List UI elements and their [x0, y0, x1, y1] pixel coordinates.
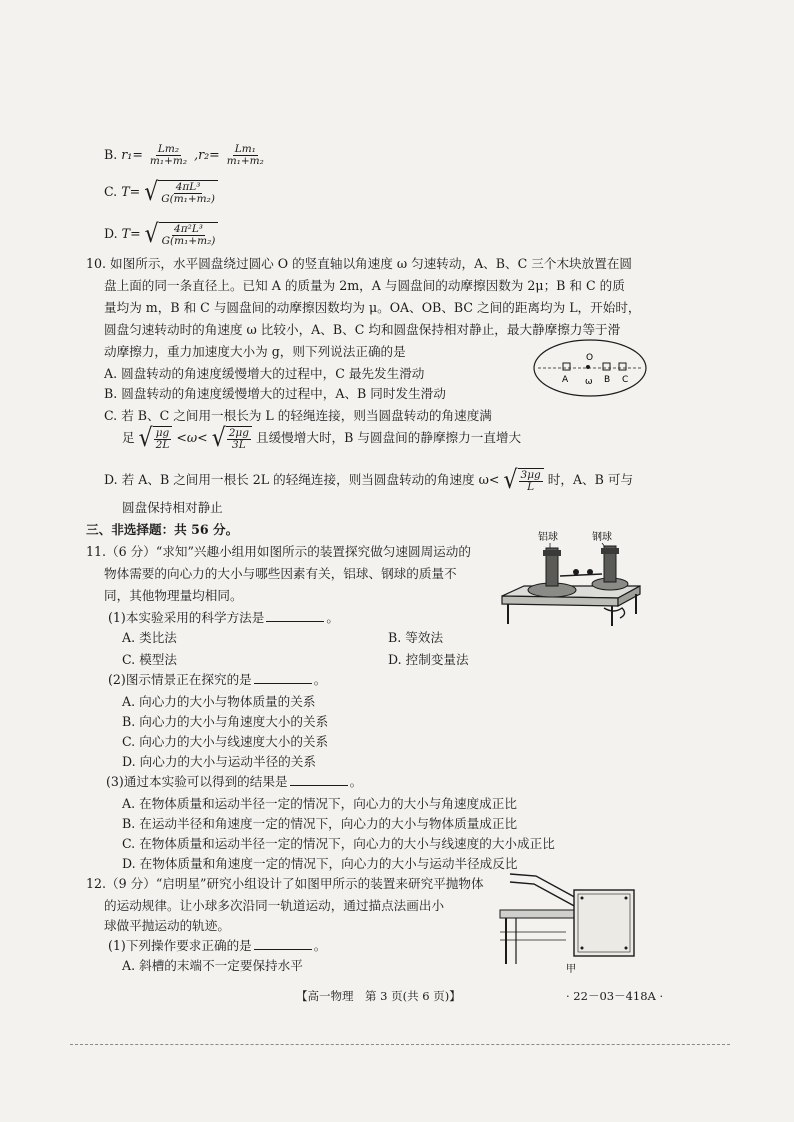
projectile-figure: [496, 866, 642, 974]
q12-line: 球做平抛运动的轨迹。: [104, 918, 230, 933]
q10-option-b: B. 圆盘转动的角速度缓慢增大的过程中，A、B 同时发生滑动: [104, 386, 446, 401]
center-point: [586, 365, 590, 369]
q11-sub3-option-d: D. 在物体质量和角速度一定的情况下，向心力的大小与运动半径成反比: [122, 856, 518, 871]
text-fragment: 时，A、B 可与: [547, 472, 634, 487]
q10-option-d: [104, 465, 634, 495]
q10-option-c: C. 若 B、C 之间用一根长为 L 的轻绳连接，则当圆盘转动的角速度满: [104, 408, 492, 423]
q10-line: 动摩擦力，重力加速度大小为 g，则下列说法正确的是: [104, 344, 406, 359]
q11-sub2: [108, 672, 326, 688]
q11-sub1-option-d: D. 控制变量法: [388, 652, 469, 667]
q11-sub1-option-b: B. 等效法: [388, 630, 444, 645]
text-fragment: 。: [326, 610, 339, 625]
text-fragment: 。: [313, 938, 327, 953]
q11-line: 11.（6 分）“求知”兴趣小组用如图所示的装置探究做匀速圆周运动的: [86, 544, 471, 559]
r2-fraction: [225, 144, 266, 167]
option-label: D.: [104, 226, 118, 241]
disc-figure: [530, 334, 650, 400]
q10-line: 10. 如图所示，水平圆盘绕过圆心 O 的竖直轴以角速度 ω 匀速转动，A、B、C 三个木块放置在圆: [86, 256, 633, 271]
block-b: [603, 363, 610, 370]
label-omega: ω: [585, 377, 593, 387]
q10-option-a: A. 圆盘转动的角速度缓慢增大的过程中，C 最先发生滑动: [104, 366, 425, 381]
q11-sub3-option-b: B. 在运动半径和角速度一定的情况下，向心力的大小与物体质量成正比: [122, 816, 518, 831]
text-fragment: 。: [313, 672, 327, 687]
fraction: [227, 428, 251, 451]
label-steel-ball: 钢球: [592, 532, 612, 543]
fraction-denominator: L: [527, 481, 535, 493]
option-label: B.: [104, 147, 118, 162]
q12-line: 12.（9 分）“启明星”研究小组设计了如图甲所示的装置来研究平抛物体: [86, 876, 484, 891]
t-lhs: T=: [121, 184, 141, 199]
q11-sub3-option-c: C. 在物体质量和运动半径一定的情况下，向心力的大小与线速度的大小成正比: [122, 836, 555, 851]
t-fraction: [160, 224, 218, 247]
q12-line: 的运动规律。让小球多次沿同一轨道运动，通过描点法画出小: [104, 898, 445, 913]
fraction-numerator: 3μg: [520, 469, 541, 481]
option-b: [104, 144, 267, 167]
q10-option-c-cont: [122, 423, 522, 453]
fraction-denominator: 2L: [155, 439, 170, 451]
sqrt-expression: [144, 177, 218, 207]
answer-blank[interactable]: [266, 611, 324, 622]
q11-line: 同，其他物理量均相同。: [104, 588, 243, 603]
crank-handle: [604, 608, 625, 618]
bottom-rule: [70, 1044, 730, 1045]
section-title: 三、非选择题：共 56 分。: [86, 522, 239, 537]
label-a: A: [562, 375, 569, 385]
fraction-denominator: G(m₁+m₂): [161, 235, 216, 247]
fraction-denominator: 3L: [232, 439, 246, 451]
sqrt-icon: √: [503, 465, 518, 495]
option-label: C.: [104, 184, 118, 199]
apparatus-figure: [494, 528, 644, 634]
fraction-numerator: Lm₁: [234, 143, 256, 155]
q11-sub3-option-a: A. 在物体质量和运动半径一定的情况下，向心力的大小与角速度成正比: [122, 796, 517, 811]
q11-sub1-option-a: A. 类比法: [122, 630, 177, 645]
exam-code: · 22－03－418A ·: [566, 989, 664, 1003]
q11-sub1-option-c: C. 模型法: [122, 652, 177, 667]
sqrt-expression: [503, 465, 543, 495]
q11-sub3: [106, 774, 362, 790]
r1-fraction: [148, 144, 189, 167]
answer-blank[interactable]: [290, 775, 348, 786]
q10-line: 盘上面的同一条直径上。已知 A 的质量为 2m，A 与圆盘间的动摩擦因数为 2μ；B 和 C 的质: [104, 278, 625, 293]
text-fragment: (1)本实验采用的科学方法是: [108, 610, 265, 625]
t-lhs: T=: [121, 226, 141, 241]
fraction: [154, 428, 172, 451]
sqrt-icon: √: [144, 177, 159, 207]
sqrt-expression: [211, 423, 252, 453]
sqrt-icon: √: [144, 219, 159, 249]
sqrt-icon: √: [138, 423, 153, 453]
q11-sub1: [108, 610, 339, 626]
label-o: O: [586, 353, 594, 363]
fraction-denominator: m₁+m₂: [226, 155, 264, 167]
t-fraction: [159, 182, 217, 205]
q12-sub1: [108, 938, 326, 954]
sqrt-expression: [144, 219, 219, 249]
coordinate-board: [574, 890, 634, 956]
page-footer: 【高一物理 第 3 页(共 6 页)】: [296, 989, 461, 1003]
q11-sub2-option-a: A. 向心力的大小与物体质量的关系: [122, 694, 316, 709]
fraction-numerator: Lm₂: [157, 143, 180, 155]
sqrt-expression: [138, 423, 173, 453]
fraction-denominator: G(m₁+m₂): [161, 193, 215, 205]
label-c: C: [622, 375, 629, 385]
text-fragment: (2)图示情景正在探究的是: [108, 672, 252, 687]
text-fragment: (3)通过本实验可以得到的结果是: [106, 774, 288, 789]
answer-blank[interactable]: [254, 939, 312, 950]
q10-line: 圆盘匀速转动时的角速度 ω 比较小，A、B、C 均和圆盘保持相对静止，最大静摩擦力等于滑: [104, 322, 621, 337]
fraction-denominator: m₁+m₂: [149, 155, 188, 167]
text-fragment: 足: [122, 430, 135, 445]
r1-lhs: r₁=: [121, 147, 143, 162]
label-aluminum-ball: 铝球: [538, 532, 558, 543]
q10-option-d-cont: 圆盘保持相对静止: [122, 500, 223, 515]
option-c: [104, 177, 218, 207]
fraction: [519, 470, 543, 493]
q11-line: 物体需要的向心力的大小与哪些因素有关，铝球、钢球的质量不: [104, 566, 457, 581]
inequality: <ω<: [176, 430, 208, 445]
fraction-numerator: 4π²L³: [174, 223, 204, 235]
r2-lhs: ,r₂=: [194, 147, 220, 162]
text-fragment: (1)下列操作要求正确的是: [108, 938, 252, 953]
q11-sub2-option-d: D. 向心力的大小与运动半径的关系: [122, 754, 316, 769]
q10-line: 量均为 m，B 和 C 与圆盘间的动摩擦因数均为 μ。OA、OB、BC 之间的距离均为 L，开始时，: [104, 300, 641, 315]
text-fragment: 且缓慢增大时，B 与圆盘间的静摩擦力一直增大: [255, 430, 522, 445]
text-fragment: 。: [349, 774, 363, 789]
q11-sub2-option-b: B. 向心力的大小与角速度大小的关系: [122, 714, 329, 729]
fraction-numerator: μg: [155, 427, 170, 439]
label-b: B: [604, 375, 611, 385]
option-d: [104, 219, 218, 249]
fraction-numerator: 2μg: [228, 427, 249, 439]
block-c: [619, 363, 626, 370]
figure-label-jia: 甲: [566, 964, 576, 974]
q12-sub1-option-a: A. 斜槽的末端不一定要保持水平: [122, 958, 303, 973]
block-a: [563, 363, 570, 370]
sqrt-icon: √: [211, 423, 226, 453]
q11-sub2-option-c: C. 向心力的大小与线速度大小的关系: [122, 734, 329, 749]
text-fragment: D. 若 A、B 之间用一根长 2L 的轻绳连接，则当圆盘转动的角速度 ω<: [104, 472, 500, 487]
fraction-numerator: 4πL³: [175, 181, 201, 193]
answer-blank[interactable]: [254, 673, 312, 684]
